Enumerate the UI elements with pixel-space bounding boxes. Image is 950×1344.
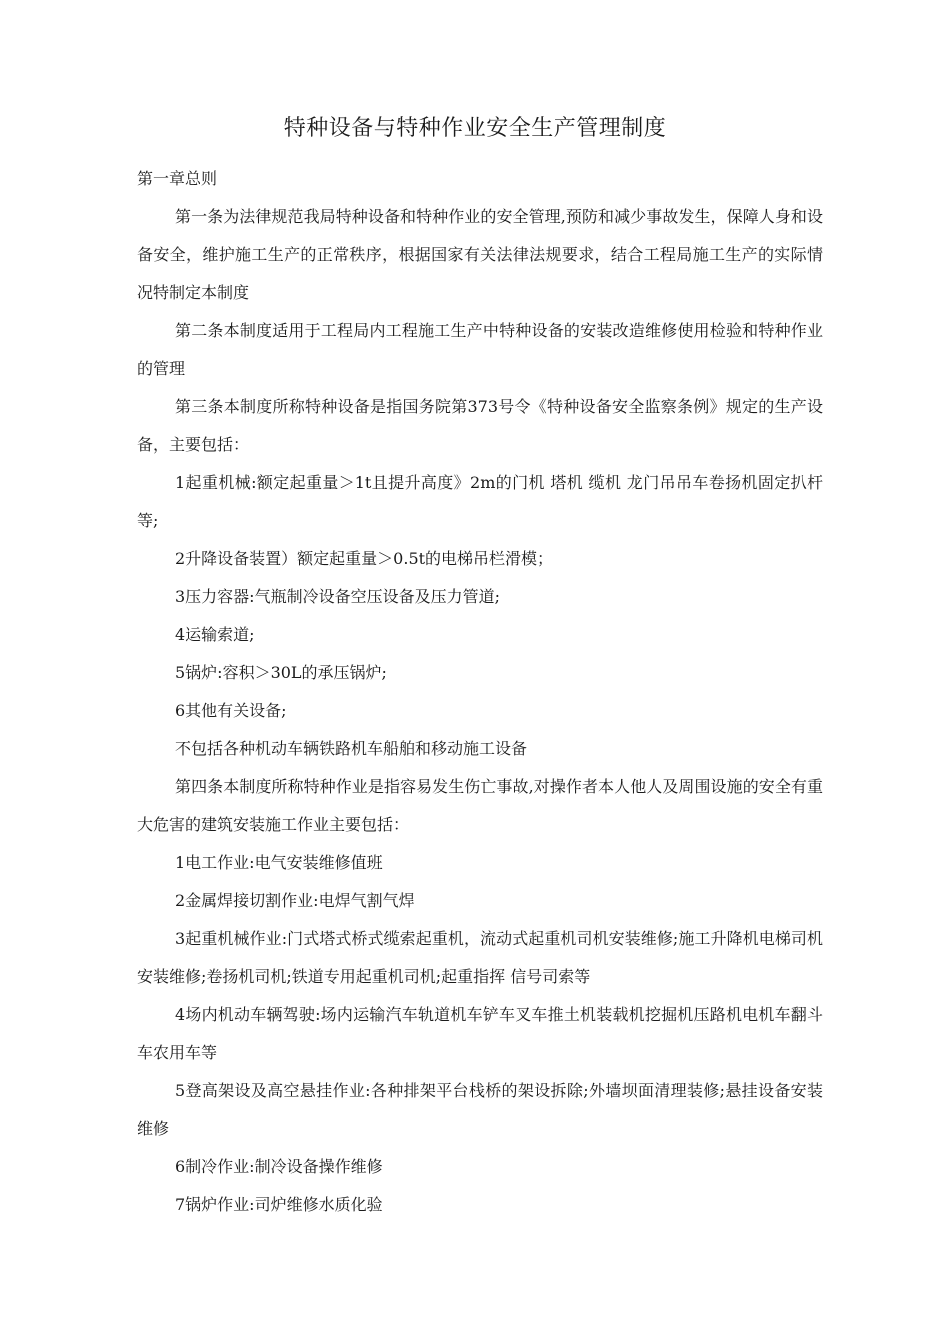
article-3: 第三条本制度所称特种设备是指国务院第373号令《特种设备安全监察条例》规定的生产设备，主要包括： <box>137 397 823 454</box>
list-item: 6制冷作业:制冷设备操作维修 <box>175 1157 383 1176</box>
article-1: 第一条为法律规范我局特种设备和特种作业的安全管理,预防和减少事故发生，保障人身和设备安全，维护施工生产的正常秩序，根据国家有关法律法规要求，结合工程局施工生产的实际情况特制定本制度 <box>137 207 823 302</box>
document-title: 特种设备与特种作业安全生产管理制度 <box>283 116 667 141</box>
list-item: 4运输索道; <box>175 625 255 644</box>
article-2: 第二条本制度适用于工程局内工程施工生产中特种设备的安装改造维修使用检验和特种作业的管理 <box>137 321 823 378</box>
list-item: 1起重机械:额定起重量＞1t且提升高度》2m的门机 塔机 缆机 龙门吊吊车卷扬机固定扒杆等; <box>137 473 823 530</box>
list-item: 1电工作业:电气安装维修值班 <box>175 853 383 872</box>
list-item: 2金属焊接切割作业:电焊气割气焊 <box>175 891 415 910</box>
exclusion-note: 不包括各种机动车辆铁路机车船舶和移动施工设备 <box>175 739 528 758</box>
list-item: 3压力容器:气瓶制冷设备空压设备及压力管道; <box>175 587 500 606</box>
list-item: 5登高架设及高空悬挂作业:各种排架平台栈桥的架设拆除;外墙坝面清理装修;悬挂设备安装维修 <box>137 1081 823 1138</box>
list-item: 2升降设备装置）额定起重量＞0.5t的电梯吊栏滑模； <box>175 549 554 568</box>
list-item: 4场内机动车辆驾驶:场内运输汽车轨道机车铲车叉车推土机装载机挖掘机压路机电机车翻斗车农用车等 <box>137 1005 823 1062</box>
article-4: 第四条本制度所称特种作业是指容易发生伤亡事故,对操作者本人他人及周围设施的安全有重大危害的建筑安装施工作业主要包括： <box>137 777 823 834</box>
list-item: 7锅炉作业:司炉维修水质化验 <box>175 1195 383 1214</box>
list-item: 6其他有关设备; <box>175 701 287 720</box>
list-item: 3起重机械作业:门式塔式桥式缆索起重机，流动式起重机司机安装维修;施工升降机电梯司机 安装维修;卷扬机司机;铁道专用起重机司机;起重指挥 信号司索等 <box>137 929 823 986</box>
list-item: 5锅炉:容积＞30L的承压锅炉; <box>175 663 387 682</box>
chapter-heading: 第一章总则 <box>137 169 218 188</box>
document-body <box>137 160 823 1224</box>
